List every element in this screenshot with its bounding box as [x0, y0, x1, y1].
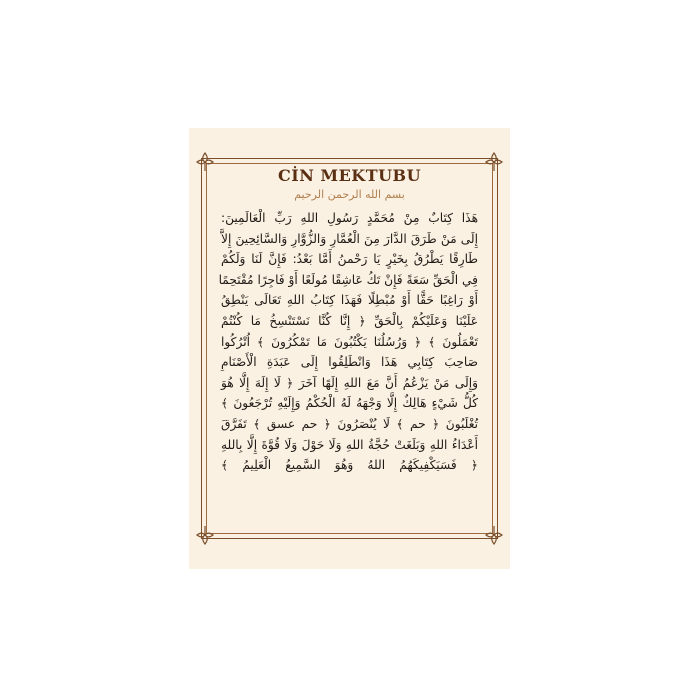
- text-line: تُغْلَبُونَ ﴿ حم ﴾ لَا يُنْصَرُونَ ﴿ حم عسق ﴾ تَفَرَّقَ: [221, 416, 478, 431]
- text-line: وَإِلَى مَنْ يَزْعُمُ أَنَّ مَعَ اللهِ إِلَهًا آخَرَ ﴿ لَا إِلَهَ إِلَّا هُوَ: [221, 375, 478, 390]
- text-line: فِي الْحَقِّ سَعَةً فَإِنْ تَكُ عَاشِقًا مُولَعًا أَوْ فَاجِرًا مُقْتَحِمًا: [218, 272, 478, 287]
- page-title: CİN MEKTUBU: [277, 166, 422, 185]
- fleur-de-lis-corner-ornament-bottom-right-icon: [482, 523, 506, 547]
- document-card: [189, 128, 510, 569]
- text-line: كُلُّ شَيْءٍ هَالِكٌ إِلَّا وَجْهَهُ لَهُ الْحُكْمُ وَإِلَيْهِ تُرْجَعُونَ ﴾: [221, 396, 478, 411]
- text-line: إِلَى مَنْ طَرَقَ الدَّارَ مِنَ الْعُمَّارِ وَالزُّوَّارِ وَالسَّائِحِينَ إِلاَّ: [221, 231, 478, 246]
- text-line: ﴿ فَسَيَكْفِيكَهُمُ اللهُ وَهُوَ السَّمِيعُ الْعَلِيمُ ﴾: [221, 458, 478, 473]
- text-line: عَلَيْنَا وَعَلَيْكُمْ بِالْحَقِّ ﴿ إِنَّا كُنَّا نَسْتَنْسِخُ مَا كُنْتُمْ: [221, 313, 478, 328]
- text-line: أَعْدَاءُ اللهِ وَبَلَغَتْ حُجَّةُ اللهِ وَلَا حَوْلَ وَلَا قُوَّةَ إِلَّا بِاللهِ: [221, 437, 478, 452]
- text-line: أَوْ رَاغِبًا حَقًّا أَوْ مُبْطِلًا فَهَذَا كِتَابُ اللهِ تَعَالَى يَنْطِقُ: [221, 293, 478, 308]
- text-line: طَارِقًا يَطْرُقُ بِخَيْرٍ يَا رَحْمنُ أَمَّا بَعْدُ: فَإِنَّ لَنَا وَلَكُمْ: [221, 252, 478, 267]
- letter-body: [218, 208, 478, 476]
- text-line: صَاحِبَ كِتَابِي هَذَا وَانْطَلِقُوا إِلَى عَبَدَةِ الْأَصْنَامِ: [221, 355, 478, 370]
- fleur-de-lis-corner-ornament-bottom-left-icon: [193, 523, 217, 547]
- text-line: هَذَا كِتَابٌ مِنْ مُحَمَّدٍ رَسُولِ اللهِ رَبِّ الْعَالَمِينَ:: [221, 211, 478, 225]
- basmala-calligraphy: بسم الله الرحمن الرحيم: [294, 188, 405, 201]
- text-line: تَعْمَلُونَ ﴾ ﴿ وَرُسُلُنَا يَكْتُبُونَ مَا تَمْكُرُونَ ﴾ اُتْرُكُوا: [221, 334, 478, 349]
